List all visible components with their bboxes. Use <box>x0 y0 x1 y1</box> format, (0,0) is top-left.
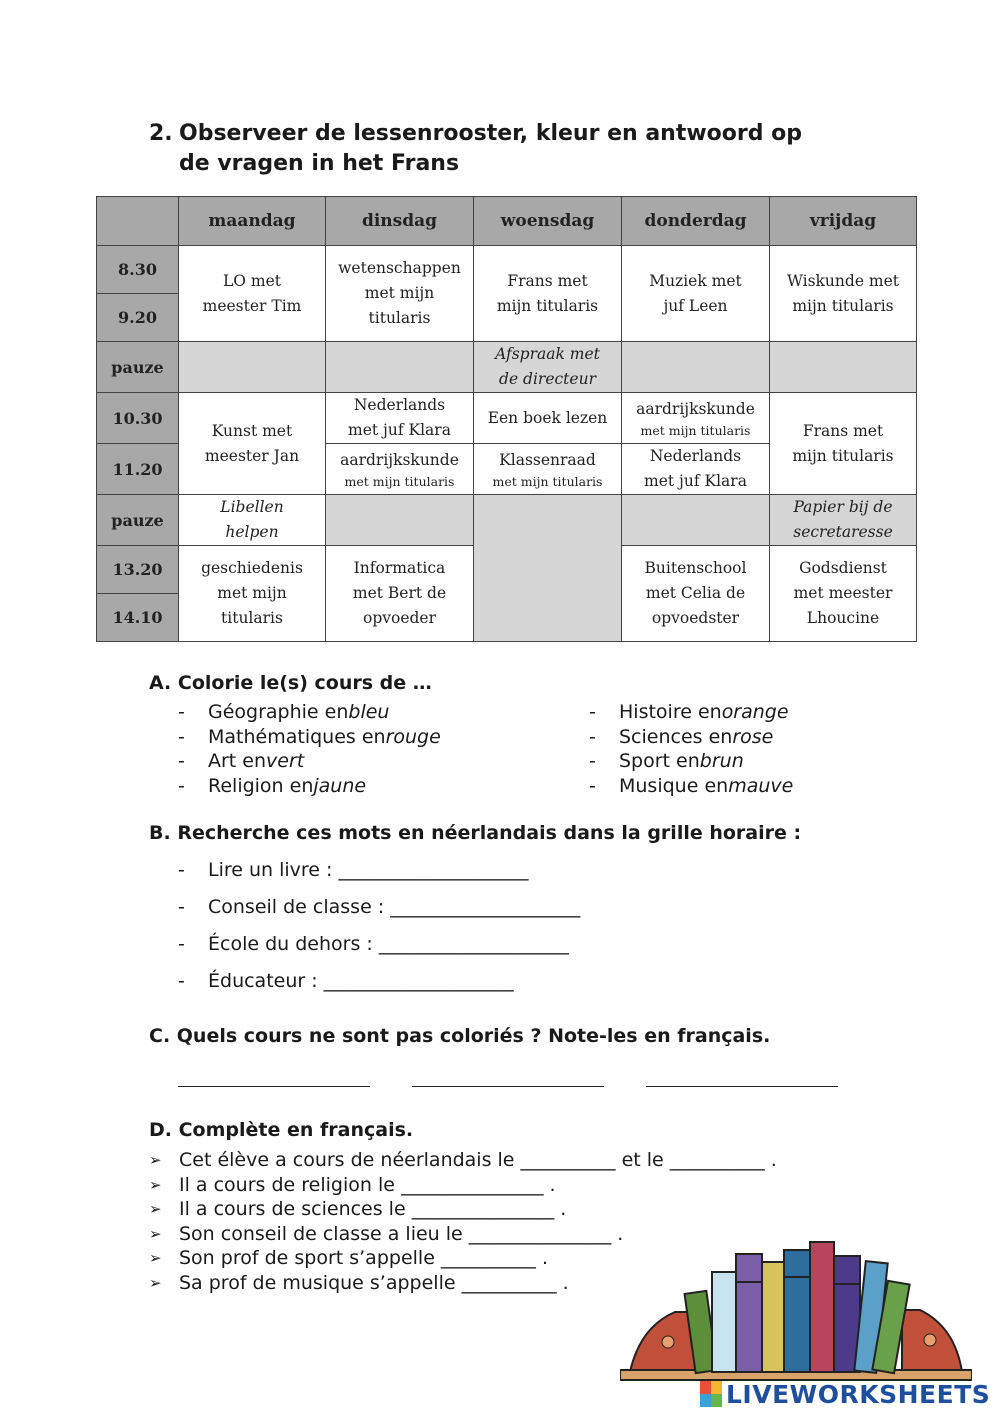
empty-cell <box>622 342 770 393</box>
day-header: dinsdag <box>326 197 474 246</box>
pause-cell: pauze <box>97 342 179 393</box>
complete-item[interactable]: ➢ Sa prof de musique s’appelle __________ . <box>149 1271 569 1294</box>
complete-item[interactable]: ➢ Son conseil de classe a lieu le _______________ . <box>149 1222 624 1245</box>
lesson-cell[interactable]: Libellen helpen <box>179 495 326 546</box>
complete-item[interactable]: ➢ Il a cours de sciences le _______________ . <box>149 1198 567 1220</box>
color-list-right: - Histoire en orange - Sciences en rose - Sport en brun - Musique en mauve <box>589 701 794 797</box>
lesson-cell[interactable]: Nederlands met juf Klara <box>326 393 474 444</box>
books-illustration <box>620 1232 972 1382</box>
lesson-cell[interactable]: Frans met mijn titularis <box>770 393 917 495</box>
day-header: vrijdag <box>770 197 917 246</box>
section-a-title: A. Colorie le(s) cours de … <box>149 672 432 694</box>
empty-cell <box>179 342 326 393</box>
lesson-cell[interactable]: Klassenraad met mijn titularis <box>474 444 622 495</box>
timetable <box>96 196 917 642</box>
lesson-cell[interactable]: wetenschappen met mijn titularis <box>326 246 474 342</box>
section-c-title: C. Quels cours ne sont pas coloriés ? Note-les en français. <box>149 1025 771 1047</box>
vocab-item[interactable]: - Lire un livre : ____________________ <box>178 859 529 881</box>
time-cell: 8.30 <box>97 246 179 294</box>
vocab-list <box>178 852 580 1000</box>
time-cell: 9.20 <box>97 294 179 342</box>
lesson-cell[interactable]: geschiedenis met mijn titularis <box>179 546 326 642</box>
answer-blank[interactable] <box>178 1068 370 1087</box>
lesson-cell[interactable]: aardrijkskunde met mijn titularis <box>326 444 474 495</box>
arrow-icon: ➢ <box>149 1200 162 1218</box>
exercise-heading <box>149 119 909 179</box>
lesson-cell[interactable]: Afspraak met de directeur <box>474 342 622 393</box>
section-b-title: B. Recherche ces mots en néerlandais dans la grille horaire : <box>149 822 802 844</box>
color-list-left: - Géographie en bleu - Mathématiques en rouge - Art en vert - Religion en jaune <box>178 701 441 797</box>
lesson-cell[interactable]: Muziek met juf Leen <box>622 246 770 342</box>
exercise-title-line1: Observeer de lessenrooster, kleur en antwoord op <box>179 121 803 146</box>
complete-item[interactable]: ➢ Son prof de sport s’appelle __________ . <box>149 1247 549 1269</box>
lesson-cell[interactable]: aardrijkskunde met mijn titularis <box>622 393 770 444</box>
lesson-cell[interactable]: Buitenschool met Celia de opvoedster <box>622 546 770 642</box>
time-cell: 13.20 <box>97 546 179 594</box>
lesson-cell[interactable]: Informatica met Bert de opvoeder <box>326 546 474 642</box>
empty-cell <box>622 495 770 546</box>
lesson-cell[interactable]: Wiskunde met mijn titularis <box>770 246 917 342</box>
complete-item[interactable]: ➢ Cet élève a cours de néerlandais le __________ et le __________ . <box>149 1149 777 1171</box>
arrow-icon: ➢ <box>149 1175 162 1194</box>
time-cell: 14.10 <box>97 594 179 642</box>
answer-blanks <box>178 1068 838 1087</box>
lesson-cell[interactable]: Nederlands met juf Klara <box>622 444 770 495</box>
corner-cell <box>97 197 179 246</box>
day-header: woensdag <box>474 197 622 246</box>
time-cell: 11.20 <box>97 444 179 495</box>
arrow-icon: ➢ <box>149 1249 162 1267</box>
liveworksheets-logo <box>700 1380 990 1408</box>
answer-blank[interactable] <box>412 1068 604 1087</box>
arrow-icon: ➢ <box>149 1273 162 1292</box>
exercise-title-line2: de vragen in het Frans <box>179 151 460 176</box>
lesson-cell[interactable]: Godsdienst met meester Lhoucine <box>770 546 917 642</box>
lesson-cell[interactable]: Frans met mijn titularis <box>474 246 622 342</box>
empty-cell <box>326 342 474 393</box>
section-d-title: D. Complète en français. <box>149 1119 414 1141</box>
brand-name: LIVEWORKSHEETS <box>726 1379 991 1409</box>
lesson-cell[interactable]: Een boek lezen <box>474 393 622 444</box>
day-header: donderdag <box>622 197 770 246</box>
complete-item[interactable]: ➢ Il a cours de religion le _______________ . <box>149 1173 556 1196</box>
vocab-item[interactable]: - École du dehors : ____________________ <box>178 933 569 955</box>
time-cell: 10.30 <box>97 393 179 444</box>
lesson-cell[interactable]: Kunst met meester Jan <box>179 393 326 495</box>
vocab-item[interactable]: - Conseil de classe : ____________________ <box>178 896 581 918</box>
arrow-icon: ➢ <box>149 1151 162 1169</box>
empty-cell <box>770 342 917 393</box>
vocab-item[interactable]: - Éducateur : ____________________ <box>178 970 514 992</box>
pause-cell: pauze <box>97 495 179 546</box>
lesson-cell[interactable]: Papier bij de secretaresse <box>770 495 917 546</box>
exercise-number: 2. <box>149 121 173 146</box>
lesson-cell[interactable]: LO met meester Tim <box>179 246 326 342</box>
arrow-icon: ➢ <box>149 1224 162 1243</box>
answer-blank[interactable] <box>646 1068 838 1087</box>
empty-cell <box>474 495 622 642</box>
empty-cell <box>326 495 474 546</box>
day-header: maandag <box>179 197 326 246</box>
logo-mark-icon <box>700 1381 722 1407</box>
